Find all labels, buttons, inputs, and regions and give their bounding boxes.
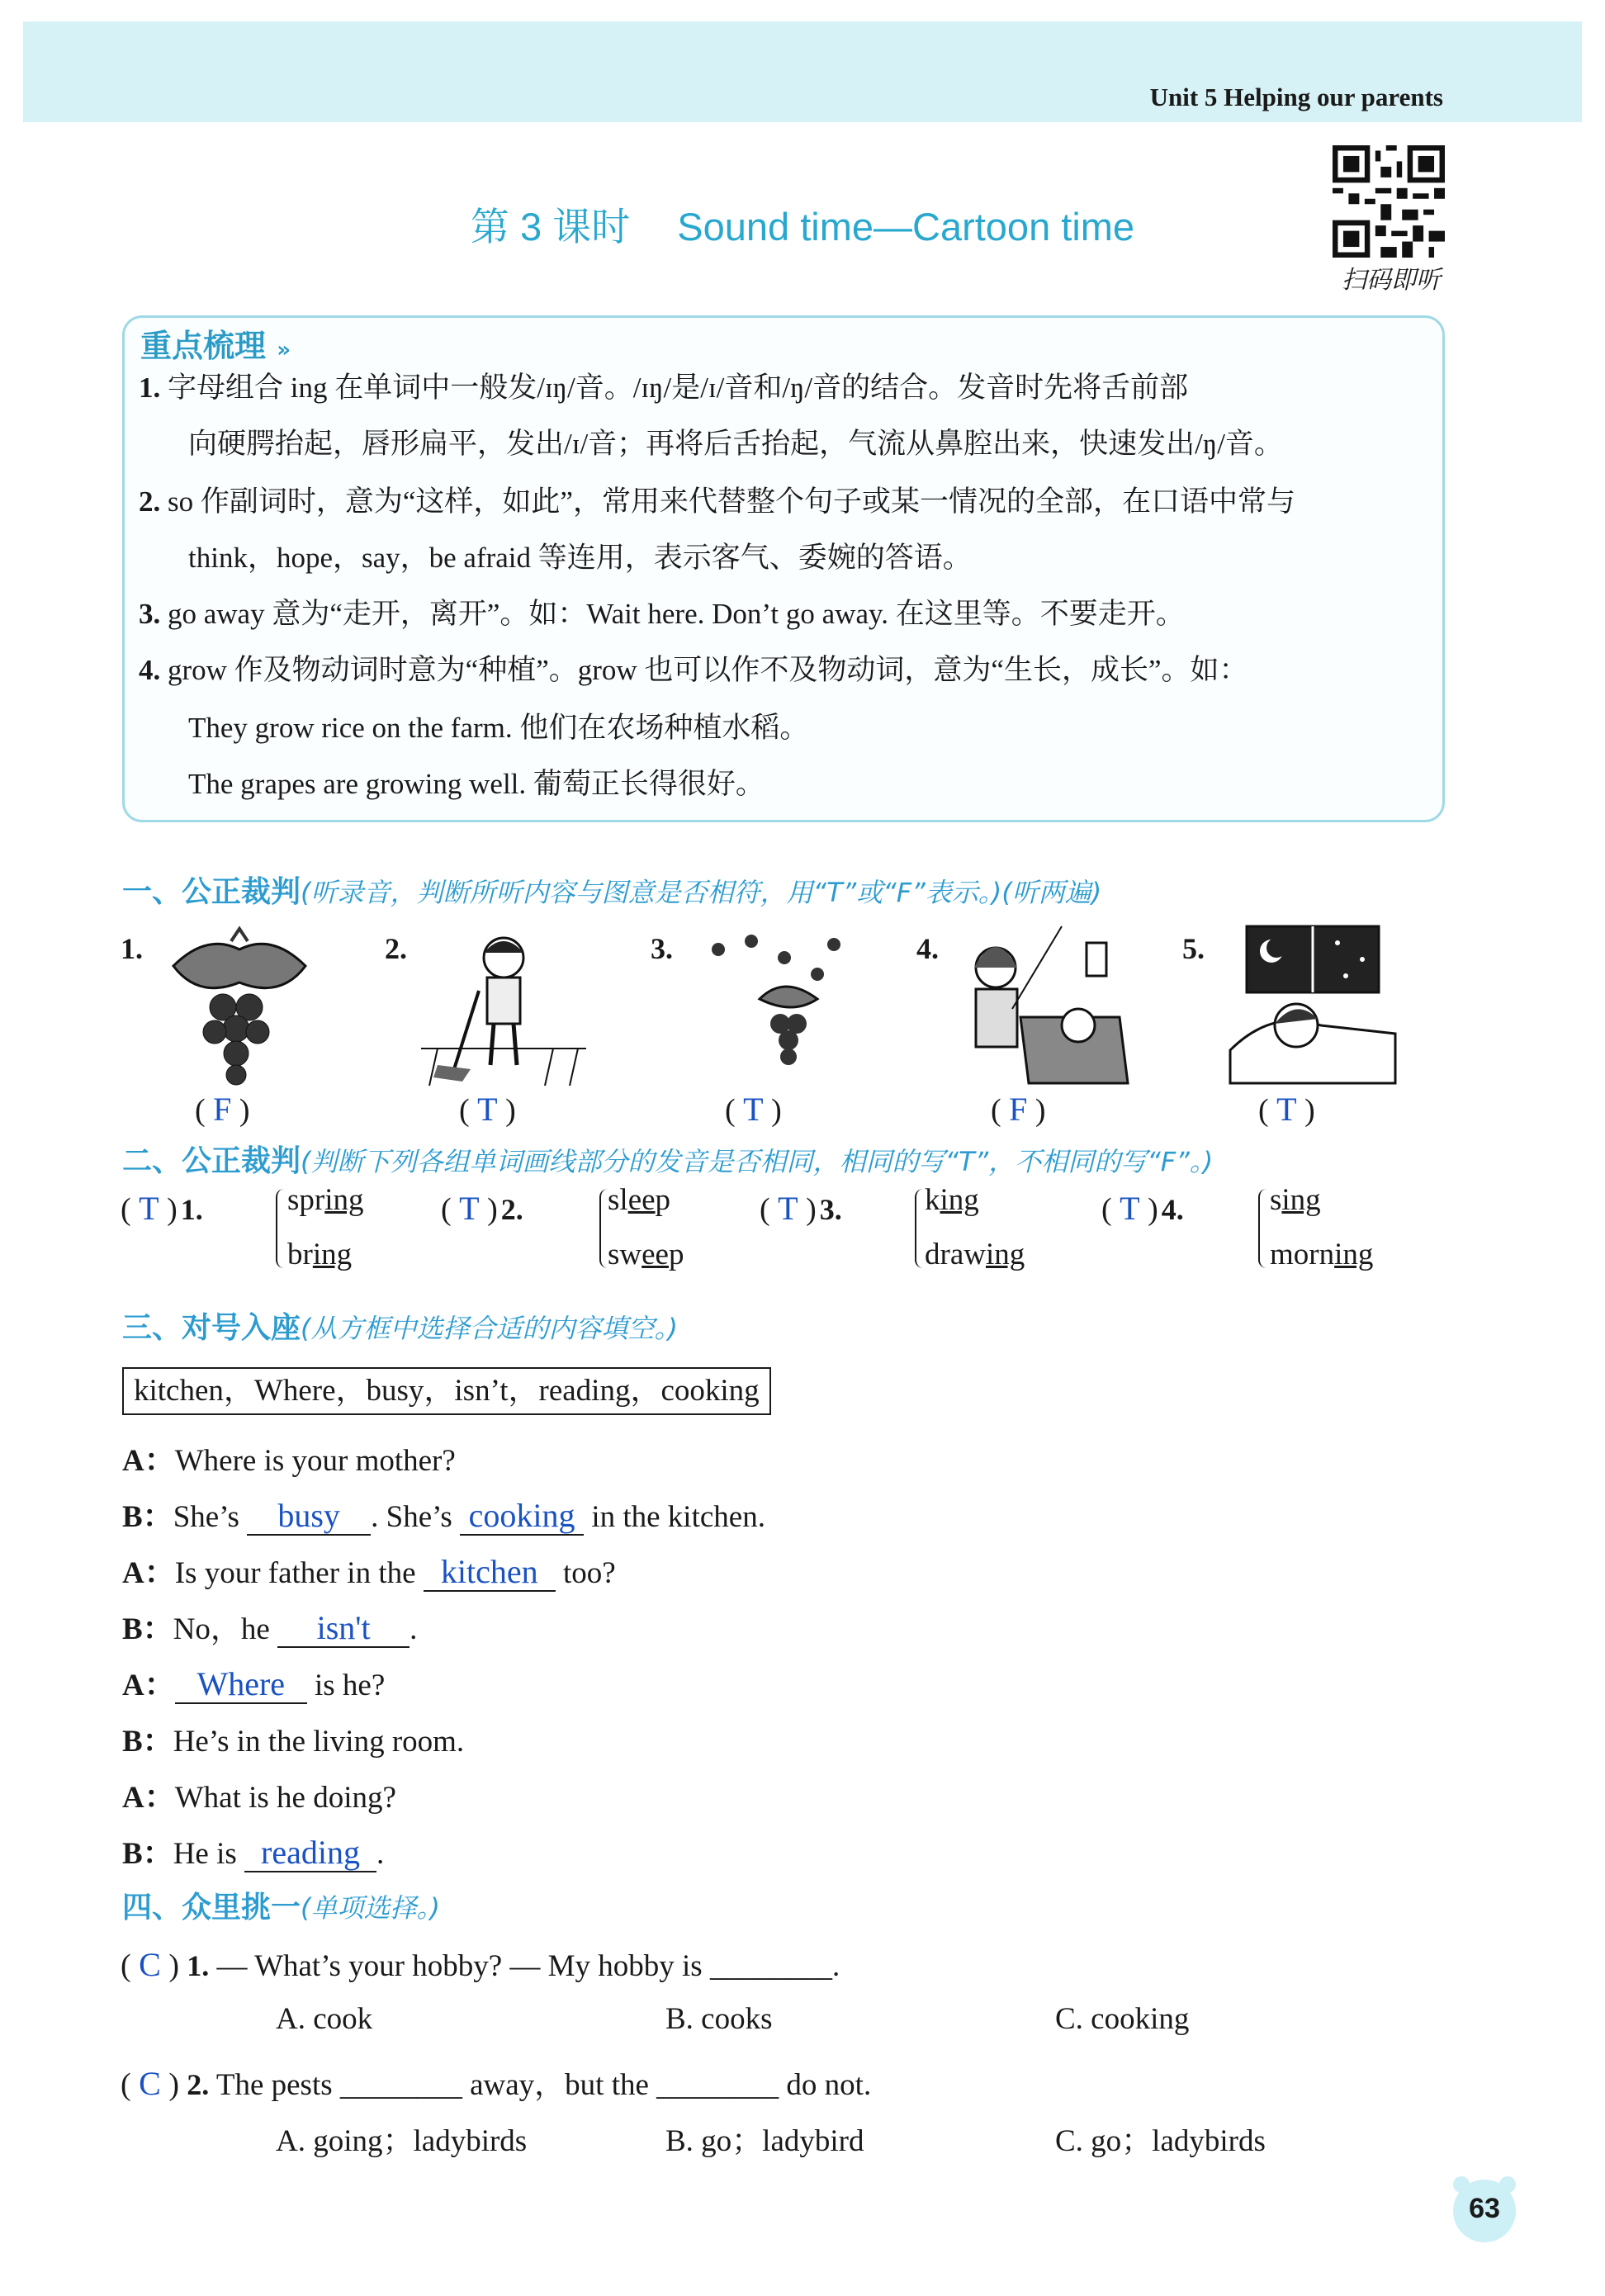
lesson-topic: Sound time—Cartoon time <box>677 205 1135 249</box>
dialogue-line: B：He’s in the living room. <box>122 1725 465 1759</box>
s1-answer-slot: ( T ) <box>459 1091 516 1128</box>
boy-sweeping-icon <box>421 925 586 1090</box>
qr-code-icon[interactable] <box>1333 145 1445 258</box>
s1-num: 5. <box>1182 932 1205 965</box>
page-number: 63 <box>1469 2193 1500 2224</box>
brace <box>1258 1189 1268 1268</box>
dialogue-line: B：He is reading . <box>122 1834 385 1871</box>
mc-option[interactable]: C. go；ladybirds <box>1055 2124 1266 2158</box>
key-point-line: 1. 字母组合 ing 在单词中一般发/ɪŋ/音。/ɪŋ/是/ɪ/音和/ŋ/音的结合。发音时先将舌前部 <box>139 372 1189 404</box>
s1-num: 2. <box>385 932 407 965</box>
fill-blank[interactable]: kitchen <box>424 1554 556 1592</box>
fill-blank[interactable]: busy <box>247 1498 371 1536</box>
key-points-title: 重点梳理 » <box>140 328 291 364</box>
word: sing <box>1270 1183 1321 1217</box>
word: king <box>925 1183 979 1217</box>
key-point-line: They grow rice on the farm. 他们在农场种植水稻。 <box>188 712 809 744</box>
s2-item: ( T ) 4. <box>1101 1190 1184 1227</box>
word: spring <box>287 1183 364 1217</box>
brace <box>915 1189 925 1268</box>
dialogue-line: B：She’s busy . She’s cooking in the kitchen. <box>122 1497 765 1534</box>
key-point-line: 2. so 作副词时，意为“这样，如此”，常用来代替整个句子或某一情况的全部，在口语中常与 <box>139 485 1295 518</box>
mc-option[interactable]: A. going；ladybirds <box>276 2124 528 2158</box>
mc-option[interactable]: B. cooks <box>665 2002 773 2036</box>
s1-answer-slot: ( F ) <box>195 1091 250 1128</box>
fill-blank[interactable]: Where <box>175 1666 307 1704</box>
mc-question: ( C ) 2. The pests ________ away，but the ________ do not. <box>121 2065 872 2102</box>
section2-title: 二、公正裁判(判断下列各组单词画线部分的发音是否相同，相同的写“T”，不相同的写“F”。) <box>122 1144 1214 1178</box>
dialogue-line: B：No，he isn't . <box>122 1609 418 1646</box>
dialogue-line: A：Where is your mother? <box>122 1444 456 1478</box>
word: sleep <box>608 1183 671 1217</box>
section3-title: 三、对号入座(从方框中选择合适的内容填空。) <box>122 1311 678 1345</box>
word: drawing <box>925 1238 1025 1271</box>
fill-blank[interactable]: cooking <box>460 1498 584 1536</box>
word-box: kitchen，Where，busy，isn’t，reading，cooking <box>122 1367 771 1415</box>
s2-item: ( T ) 1. <box>121 1190 203 1227</box>
section1-title: 一、公正裁判(听录音，判断所听内容与图意是否相符，用“T”或“F”表示。)(听两遍) <box>122 875 1102 909</box>
word: bring <box>287 1238 353 1271</box>
s1-answer-slot: ( F ) <box>991 1091 1046 1128</box>
s1-num: 3. <box>651 932 673 965</box>
brace <box>276 1189 286 1268</box>
key-point-line: The grapes are growing well. 葡萄正长得很好。 <box>188 768 765 800</box>
section4-title: 四、众里挑一(单项选择。) <box>122 1891 440 1924</box>
fill-blank[interactable]: isn't <box>277 1610 410 1648</box>
s2-item: ( T ) 3. <box>760 1190 842 1227</box>
s1-num: 1. <box>121 932 143 965</box>
word: sweep <box>608 1238 684 1271</box>
key-point-line: 4. grow 作及物动词时意为“种植”。grow 也可以作不及物动词，意为“生长，成长”。如： <box>139 654 1248 686</box>
girl-washing-dishes-icon <box>954 918 1136 1091</box>
key-point-line: 3. go away 意为“走开，离开”。如：Wait here. Don’t go away. 在这里等。不要走开。 <box>139 598 1185 630</box>
mc-option[interactable]: B. go；ladybird <box>665 2124 864 2158</box>
word: morning <box>1270 1238 1374 1271</box>
key-point-line: 向硬腭抬起，唇形扁平，发出/ɪ/音；再将后舌抬起，气流从鼻腔出来，快速发出/ŋ/音。 <box>188 428 1283 460</box>
s1-answer-slot: ( T ) <box>1258 1091 1315 1128</box>
pests-on-grapes-icon <box>694 925 859 1090</box>
dialogue-line: A：What is he doing? <box>122 1781 396 1815</box>
qr-caption: 扫码即听 <box>1342 266 1441 295</box>
s1-answer-slot: ( T ) <box>725 1091 782 1128</box>
lesson-number: 第 3 课时 <box>470 205 631 249</box>
dialogue-line: A： Where is he? <box>122 1665 386 1702</box>
mc-option[interactable]: A. cook <box>276 2002 373 2036</box>
dialogue-line: A：Is your father in the kitchen too? <box>122 1553 616 1590</box>
unit-title: Unit 5 Helping our parents <box>1149 83 1443 111</box>
grapes-icon <box>157 925 322 1090</box>
s2-item: ( T ) 2. <box>441 1190 523 1227</box>
fill-blank[interactable]: reading <box>244 1834 376 1872</box>
s1-num: 4. <box>916 932 939 965</box>
key-point-line: think，hope，say，be afraid 等连用，表示客气、委婉的答语。 <box>188 542 972 574</box>
mc-question: ( C ) 1. — What’s your hobby? — My hobby is ________. <box>121 1946 840 1983</box>
mc-option[interactable]: C. cooking <box>1055 2002 1190 2036</box>
boy-sleeping-icon <box>1222 918 1404 1091</box>
